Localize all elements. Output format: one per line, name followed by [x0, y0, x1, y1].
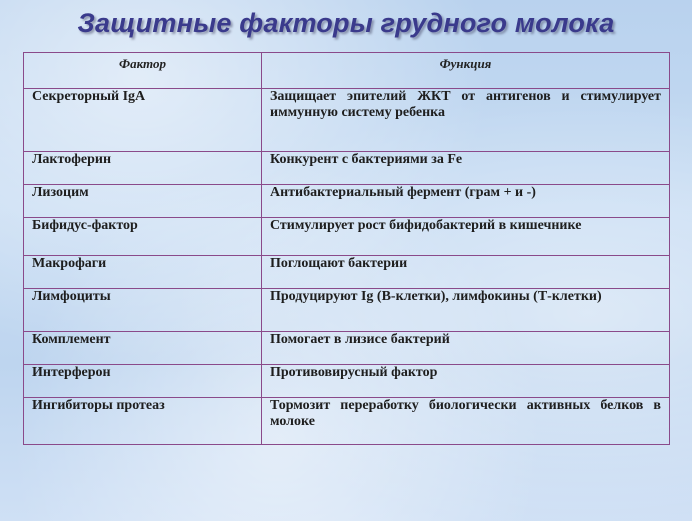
function-cell: Конкурент с бактериями за Fe	[262, 152, 670, 185]
factor-cell: Интерферон	[24, 365, 262, 398]
table-row	[24, 289, 670, 332]
factor-cell: Бифидус-фактор	[24, 218, 262, 256]
factor-cell: Комплемент	[24, 332, 262, 365]
factor-cell: Лизоцим	[24, 185, 262, 218]
header-factor: Фактор	[24, 53, 262, 89]
table-row	[24, 218, 670, 256]
table-header-row	[24, 53, 670, 89]
table-row	[24, 398, 670, 445]
protective-factors-table	[23, 52, 670, 445]
table-row	[24, 89, 670, 152]
function-cell: Продуцируют Ig (В-клетки), лимфокины (Т-клетки)	[262, 289, 670, 332]
factor-cell: Макрофаги	[24, 256, 262, 289]
header-function: Функция	[262, 53, 670, 89]
function-cell: Антибактериальный фермент (грам + и -)	[262, 185, 670, 218]
table-row	[24, 152, 670, 185]
table-row	[24, 256, 670, 289]
slide-title: Защитные факторы грудного молока	[77, 8, 615, 38]
function-cell: Поглощают бактерии	[262, 256, 670, 289]
table-row	[24, 365, 670, 398]
table-row	[24, 185, 670, 218]
function-cell: Противовирусный фактор	[262, 365, 670, 398]
factor-cell: Ингибиторы протеаз	[24, 398, 262, 445]
factor-cell: Секреторный IgA	[24, 89, 262, 152]
function-cell: Защищает эпителий ЖКТ от антигенов и стимулирует иммунную систему ребенка	[262, 89, 670, 152]
factor-cell: Лимфоциты	[24, 289, 262, 332]
table-row	[24, 332, 670, 365]
factor-cell: Лактоферин	[24, 152, 262, 185]
function-cell: Помогает в лизисе бактерий	[262, 332, 670, 365]
function-cell: Тормозит переработку биологически активных белков в молоке	[262, 398, 670, 445]
function-cell: Стимулирует рост бифидобактерий в кишечнике	[262, 218, 670, 256]
